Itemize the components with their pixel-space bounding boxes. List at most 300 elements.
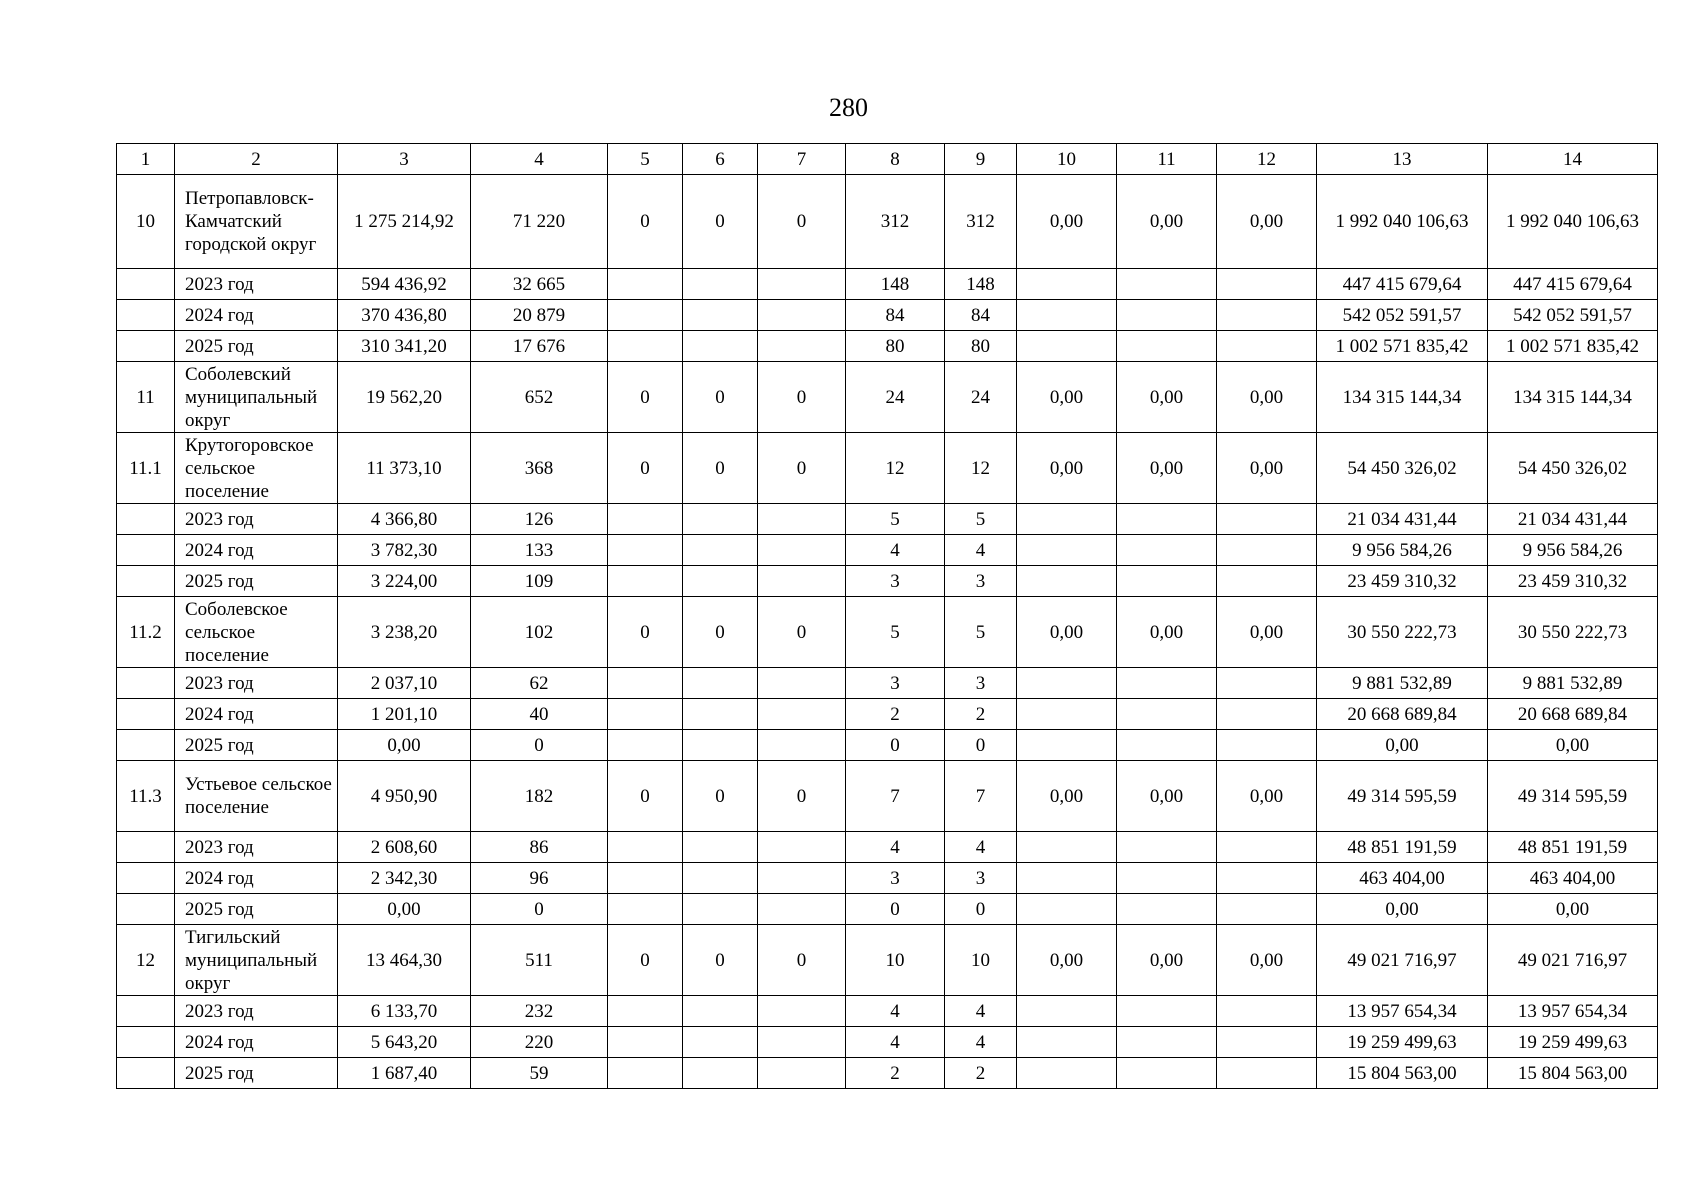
table-cell — [758, 832, 846, 863]
table-cell: 0,00 — [1117, 761, 1217, 832]
table-cell: 2 342,30 — [338, 863, 471, 894]
row-number-cell: 11.1 — [117, 433, 175, 504]
table-cell: 19 259 499,63 — [1317, 1027, 1488, 1058]
table-row — [117, 300, 1658, 331]
table-cell: 5 — [846, 597, 945, 668]
row-label-cell: 2023 год — [175, 668, 338, 699]
table-cell — [683, 668, 758, 699]
table-cell: 652 — [471, 362, 608, 433]
table-cell: 2 037,10 — [338, 668, 471, 699]
column-header: 4 — [471, 144, 608, 175]
table-cell: 0,00 — [1488, 894, 1658, 925]
table-cell: 0,00 — [338, 730, 471, 761]
table-cell: 463 404,00 — [1317, 863, 1488, 894]
table-row — [117, 433, 1658, 504]
column-header: 8 — [846, 144, 945, 175]
table-cell — [758, 996, 846, 1027]
table-cell — [1017, 269, 1117, 300]
column-header: 5 — [608, 144, 683, 175]
table-cell — [1217, 832, 1317, 863]
table-row — [117, 566, 1658, 597]
table-cell: 5 — [945, 597, 1017, 668]
table-cell — [1217, 504, 1317, 535]
table-cell: 148 — [945, 269, 1017, 300]
table-cell: 542 052 591,57 — [1488, 300, 1658, 331]
table-row — [117, 1058, 1658, 1089]
table-cell — [758, 699, 846, 730]
table-cell: 312 — [846, 175, 945, 269]
table-cell: 0,00 — [1117, 433, 1217, 504]
table-cell: 3 224,00 — [338, 566, 471, 597]
table-cell: 0,00 — [1117, 925, 1217, 996]
table-cell: 370 436,80 — [338, 300, 471, 331]
table-cell: 4 — [945, 535, 1017, 566]
table-cell — [683, 331, 758, 362]
table-cell: 4 — [846, 996, 945, 1027]
table-cell — [1017, 566, 1117, 597]
table-cell — [1017, 535, 1117, 566]
table-cell: 96 — [471, 863, 608, 894]
table-cell: 23 459 310,32 — [1488, 566, 1658, 597]
table-cell: 3 — [846, 566, 945, 597]
table-cell — [1017, 504, 1117, 535]
table-cell: 6 133,70 — [338, 996, 471, 1027]
column-header: 1 — [117, 144, 175, 175]
table-cell: 1 002 571 835,42 — [1317, 331, 1488, 362]
table-cell: 0 — [683, 597, 758, 668]
table-cell: 0,00 — [1217, 761, 1317, 832]
table-cell: 3 782,30 — [338, 535, 471, 566]
column-header: 9 — [945, 144, 1017, 175]
row-label-cell: 2024 год — [175, 1027, 338, 1058]
table-row — [117, 269, 1658, 300]
table-cell — [758, 504, 846, 535]
table-cell: 10 — [945, 925, 1017, 996]
table-cell: 2 — [846, 1058, 945, 1089]
table-cell: 86 — [471, 832, 608, 863]
table-cell — [1117, 996, 1217, 1027]
table-cell — [683, 894, 758, 925]
row-number-cell: 11.3 — [117, 761, 175, 832]
table-cell: 0,00 — [1117, 362, 1217, 433]
table-cell: 220 — [471, 1027, 608, 1058]
table-cell — [1017, 863, 1117, 894]
table-cell: 19 562,20 — [338, 362, 471, 433]
table-cell: 80 — [846, 331, 945, 362]
table-cell: 0 — [608, 925, 683, 996]
table-cell: 48 851 191,59 — [1317, 832, 1488, 863]
table-cell: 148 — [846, 269, 945, 300]
table-cell: 9 956 584,26 — [1317, 535, 1488, 566]
table-cell: 1 687,40 — [338, 1058, 471, 1089]
table-cell — [1217, 730, 1317, 761]
table-cell: 5 643,20 — [338, 1027, 471, 1058]
table-cell: 54 450 326,02 — [1488, 433, 1658, 504]
table-cell: 447 415 679,64 — [1488, 269, 1658, 300]
table-cell — [758, 1058, 846, 1089]
row-number-cell — [117, 269, 175, 300]
row-number-cell — [117, 504, 175, 535]
row-label-cell: 2023 год — [175, 996, 338, 1027]
table-cell — [758, 668, 846, 699]
table-cell: 49 314 595,59 — [1317, 761, 1488, 832]
row-number-cell — [117, 566, 175, 597]
row-label-cell: 2025 год — [175, 894, 338, 925]
table-cell — [608, 269, 683, 300]
table-cell: 511 — [471, 925, 608, 996]
table-cell — [683, 300, 758, 331]
table-cell — [1017, 668, 1117, 699]
table-cell: 2 608,60 — [338, 832, 471, 863]
column-header: 11 — [1117, 144, 1217, 175]
table-cell: 0,00 — [338, 894, 471, 925]
table-row — [117, 175, 1658, 269]
column-header: 3 — [338, 144, 471, 175]
table-cell: 0 — [945, 730, 1017, 761]
row-number-cell: 12 — [117, 925, 175, 996]
table-cell: 13 957 654,34 — [1317, 996, 1488, 1027]
table-cell: 102 — [471, 597, 608, 668]
table-cell: 3 — [945, 566, 1017, 597]
table-cell: 0 — [758, 362, 846, 433]
table-cell — [1217, 269, 1317, 300]
table-cell — [1017, 1058, 1117, 1089]
table-cell: 71 220 — [471, 175, 608, 269]
table-cell: 0 — [608, 362, 683, 433]
table-cell — [1017, 1027, 1117, 1058]
row-label-cell: 2023 год — [175, 832, 338, 863]
table-cell: 20 668 689,84 — [1317, 699, 1488, 730]
table-row — [117, 832, 1658, 863]
table-cell: 232 — [471, 996, 608, 1027]
row-label-cell: Устьевое сельское поселение — [175, 761, 338, 832]
row-number-cell — [117, 1058, 175, 1089]
table-cell: 542 052 591,57 — [1317, 300, 1488, 331]
table-cell: 49 021 716,97 — [1488, 925, 1658, 996]
table-cell — [683, 566, 758, 597]
table-cell: 4 366,80 — [338, 504, 471, 535]
row-number-cell — [117, 300, 175, 331]
table-cell — [1117, 331, 1217, 362]
table-cell: 447 415 679,64 — [1317, 269, 1488, 300]
row-label-cell: Крутогоровское сельское поселение — [175, 433, 338, 504]
table-cell: 4 — [846, 1027, 945, 1058]
table-cell: 7 — [846, 761, 945, 832]
table-cell: 109 — [471, 566, 608, 597]
table-cell: 0 — [608, 175, 683, 269]
table-cell: 4 — [846, 832, 945, 863]
table-cell: 54 450 326,02 — [1317, 433, 1488, 504]
table-cell — [1217, 996, 1317, 1027]
table-row — [117, 362, 1658, 433]
row-number-cell: 10 — [117, 175, 175, 269]
table-row — [117, 863, 1658, 894]
table-cell — [1017, 331, 1117, 362]
table-cell: 12 — [945, 433, 1017, 504]
row-label-cell: 2025 год — [175, 730, 338, 761]
row-label-cell: Соболевский муниципальный округ — [175, 362, 338, 433]
table-cell: 0 — [758, 433, 846, 504]
table-cell: 0,00 — [1017, 362, 1117, 433]
row-label-cell: 2023 год — [175, 269, 338, 300]
row-label-cell: 2024 год — [175, 300, 338, 331]
table-row — [117, 996, 1658, 1027]
table-cell: 5 — [945, 504, 1017, 535]
table-cell: 0,00 — [1217, 925, 1317, 996]
table-cell: 0 — [683, 433, 758, 504]
table-cell: 0 — [758, 597, 846, 668]
table-cell — [608, 996, 683, 1027]
table-cell: 9 956 584,26 — [1488, 535, 1658, 566]
table-cell — [608, 668, 683, 699]
table-cell: 0,00 — [1017, 597, 1117, 668]
table-cell: 0 — [683, 925, 758, 996]
table-cell — [1117, 535, 1217, 566]
table-cell — [758, 300, 846, 331]
table-cell: 49 021 716,97 — [1317, 925, 1488, 996]
row-label-cell: Тигильский муниципальный округ — [175, 925, 338, 996]
table-cell: 0 — [846, 894, 945, 925]
table-cell: 368 — [471, 433, 608, 504]
table-cell: 13 957 654,34 — [1488, 996, 1658, 1027]
table-cell — [1017, 730, 1117, 761]
table-cell: 310 341,20 — [338, 331, 471, 362]
table-cell: 40 — [471, 699, 608, 730]
table-cell — [608, 730, 683, 761]
table-cell: 32 665 — [471, 269, 608, 300]
table-row — [117, 668, 1658, 699]
table-row — [117, 535, 1658, 566]
table-cell: 84 — [846, 300, 945, 331]
table-cell: 1 201,10 — [338, 699, 471, 730]
table-cell: 3 — [945, 863, 1017, 894]
table-cell — [758, 730, 846, 761]
table-cell — [1017, 894, 1117, 925]
table-cell: 59 — [471, 1058, 608, 1089]
table-cell: 0 — [608, 433, 683, 504]
table-cell: 17 676 — [471, 331, 608, 362]
table-cell: 4 — [846, 535, 945, 566]
table-cell — [608, 894, 683, 925]
table-cell — [1117, 1027, 1217, 1058]
table-cell — [608, 832, 683, 863]
table-cell: 3 — [846, 863, 945, 894]
table-cell: 0,00 — [1217, 175, 1317, 269]
row-number-cell — [117, 894, 175, 925]
table-cell — [608, 331, 683, 362]
table-cell: 3 — [846, 668, 945, 699]
table-cell: 0 — [471, 730, 608, 761]
table-cell — [758, 566, 846, 597]
table-cell: 133 — [471, 535, 608, 566]
table-cell — [683, 1058, 758, 1089]
row-number-cell: 11.2 — [117, 597, 175, 668]
row-number-cell — [117, 668, 175, 699]
row-label-cell: 2024 год — [175, 863, 338, 894]
table-cell: 10 — [846, 925, 945, 996]
table-row — [117, 331, 1658, 362]
table-cell: 126 — [471, 504, 608, 535]
table-cell — [1217, 331, 1317, 362]
table-cell — [1117, 1058, 1217, 1089]
table-cell — [1117, 504, 1217, 535]
table-cell: 1 002 571 835,42 — [1488, 331, 1658, 362]
table-cell — [758, 535, 846, 566]
table-cell: 0,00 — [1117, 597, 1217, 668]
row-number-cell: 11 — [117, 362, 175, 433]
table-cell — [1117, 730, 1217, 761]
table-cell: 0 — [758, 761, 846, 832]
table-cell — [1117, 566, 1217, 597]
table-cell: 0,00 — [1488, 730, 1658, 761]
table-cell — [1217, 863, 1317, 894]
table-cell — [1217, 566, 1317, 597]
table-cell: 0 — [608, 761, 683, 832]
table-cell: 4 — [945, 832, 1017, 863]
table-cell — [758, 863, 846, 894]
table-cell: 15 804 563,00 — [1488, 1058, 1658, 1089]
header-row — [117, 144, 1658, 175]
table-cell: 312 — [945, 175, 1017, 269]
column-header: 12 — [1217, 144, 1317, 175]
table-cell: 21 034 431,44 — [1317, 504, 1488, 535]
table-cell: 0,00 — [1017, 175, 1117, 269]
table-cell — [758, 894, 846, 925]
table-cell: 2 — [846, 699, 945, 730]
table-cell: 2 — [945, 699, 1017, 730]
table-cell — [683, 730, 758, 761]
table-cell: 134 315 144,34 — [1317, 362, 1488, 433]
table-cell: 0,00 — [1117, 175, 1217, 269]
table-cell — [683, 699, 758, 730]
table-cell: 15 804 563,00 — [1317, 1058, 1488, 1089]
table-cell — [608, 1058, 683, 1089]
table-cell: 24 — [846, 362, 945, 433]
table-cell — [1017, 832, 1117, 863]
table-cell — [1217, 894, 1317, 925]
table-cell — [683, 863, 758, 894]
table-cell: 0 — [471, 894, 608, 925]
table-cell: 0 — [608, 597, 683, 668]
table-cell: 24 — [945, 362, 1017, 433]
table-cell: 62 — [471, 668, 608, 699]
table-cell: 0 — [758, 925, 846, 996]
table-cell: 0,00 — [1017, 925, 1117, 996]
data-table — [116, 143, 1658, 1089]
table-row — [117, 925, 1658, 996]
table-cell: 20 879 — [471, 300, 608, 331]
row-label-cell: 2024 год — [175, 535, 338, 566]
table-cell — [1217, 699, 1317, 730]
table-cell: 594 436,92 — [338, 269, 471, 300]
table-cell: 9 881 532,89 — [1488, 668, 1658, 699]
table-cell — [758, 269, 846, 300]
table-cell: 5 — [846, 504, 945, 535]
table-cell — [1117, 300, 1217, 331]
row-label-cell: 2024 год — [175, 699, 338, 730]
table-cell: 0,00 — [1317, 730, 1488, 761]
table-cell: 84 — [945, 300, 1017, 331]
table-cell: 134 315 144,34 — [1488, 362, 1658, 433]
column-header: 7 — [758, 144, 846, 175]
table-cell: 30 550 222,73 — [1317, 597, 1488, 668]
table-cell — [608, 300, 683, 331]
row-label-cell: Петропавловск-Камчатский городской округ — [175, 175, 338, 269]
table-cell: 4 — [945, 1027, 1017, 1058]
row-number-cell — [117, 699, 175, 730]
column-header: 2 — [175, 144, 338, 175]
table-cell — [1017, 996, 1117, 1027]
table-cell — [1117, 832, 1217, 863]
table-cell — [608, 504, 683, 535]
row-number-cell — [117, 1027, 175, 1058]
table-cell — [1117, 269, 1217, 300]
table-cell: 1 275 214,92 — [338, 175, 471, 269]
table-cell — [683, 832, 758, 863]
table-cell: 1 992 040 106,63 — [1488, 175, 1658, 269]
row-number-cell — [117, 730, 175, 761]
table-cell: 23 459 310,32 — [1317, 566, 1488, 597]
table-cell: 0,00 — [1217, 433, 1317, 504]
table-cell — [1217, 535, 1317, 566]
table-cell — [683, 269, 758, 300]
table-cell — [1217, 668, 1317, 699]
table-cell — [608, 863, 683, 894]
page-number: 280 — [829, 93, 868, 122]
table-row — [117, 699, 1658, 730]
row-label-cell: 2025 год — [175, 566, 338, 597]
table-cell: 48 851 191,59 — [1488, 832, 1658, 863]
table-cell: 3 238,20 — [338, 597, 471, 668]
row-number-cell — [117, 832, 175, 863]
table-cell — [758, 331, 846, 362]
row-number-cell — [117, 996, 175, 1027]
table-cell: 30 550 222,73 — [1488, 597, 1658, 668]
table-row — [117, 894, 1658, 925]
table-row — [117, 730, 1658, 761]
table-cell: 19 259 499,63 — [1488, 1027, 1658, 1058]
column-header: 10 — [1017, 144, 1117, 175]
column-header: 13 — [1317, 144, 1488, 175]
table-cell — [683, 1027, 758, 1058]
table-cell — [1117, 894, 1217, 925]
row-label-cell: 2025 год — [175, 1058, 338, 1089]
table-cell: 21 034 431,44 — [1488, 504, 1658, 535]
table-cell — [683, 535, 758, 566]
table-cell: 3 — [945, 668, 1017, 699]
table-cell: 2 — [945, 1058, 1017, 1089]
table-cell — [1217, 1027, 1317, 1058]
table-cell — [758, 1027, 846, 1058]
table-cell: 0,00 — [1317, 894, 1488, 925]
table-cell — [1017, 699, 1117, 730]
table-cell: 1 992 040 106,63 — [1317, 175, 1488, 269]
table-cell: 463 404,00 — [1488, 863, 1658, 894]
table-cell: 0,00 — [1017, 761, 1117, 832]
table-row — [117, 761, 1658, 832]
table-cell — [1117, 699, 1217, 730]
table-cell: 0 — [683, 362, 758, 433]
table-cell: 0 — [683, 175, 758, 269]
table-cell: 11 373,10 — [338, 433, 471, 504]
table-cell — [608, 699, 683, 730]
table-cell: 0,00 — [1017, 433, 1117, 504]
table-cell — [1217, 300, 1317, 331]
table-cell: 0,00 — [1217, 362, 1317, 433]
table-cell: 4 950,90 — [338, 761, 471, 832]
table-cell — [683, 504, 758, 535]
row-number-cell — [117, 331, 175, 362]
